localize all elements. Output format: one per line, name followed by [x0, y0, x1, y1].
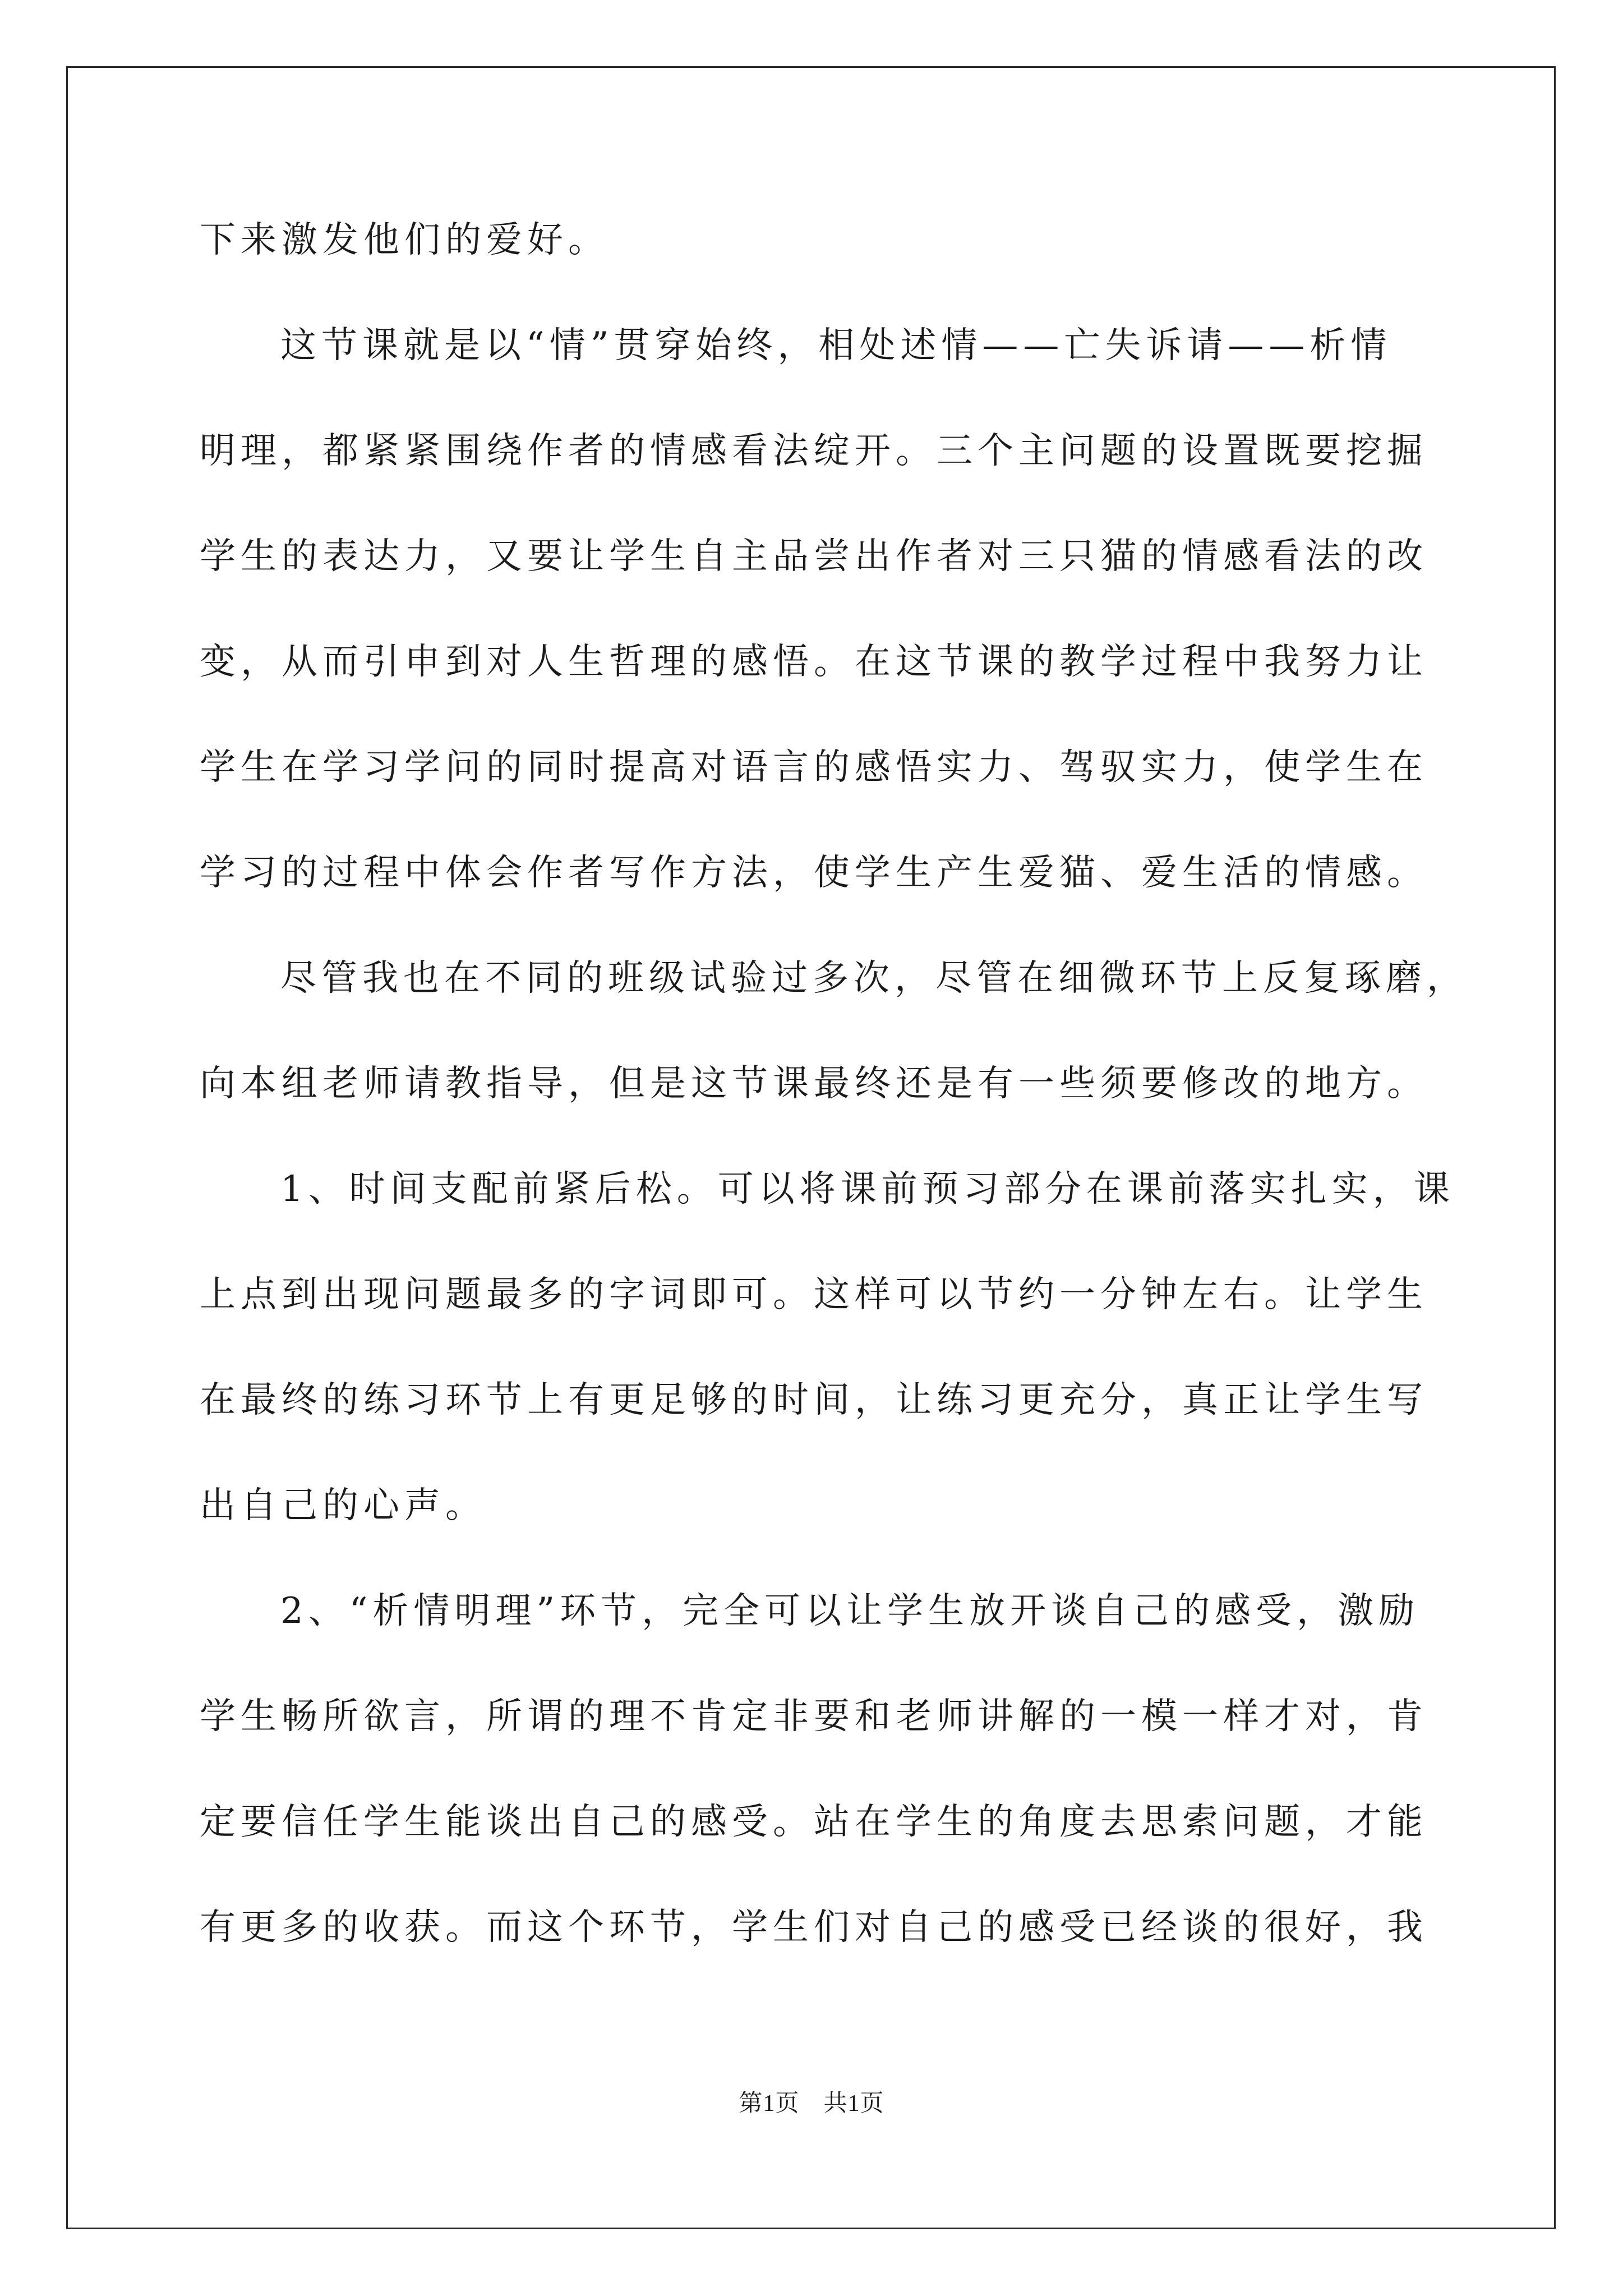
- paragraph-start-line: 尽管我也在不同的班级试验过多次，尽管在细微环节上反复琢磨，: [280, 958, 1468, 999]
- page-number-footer: 第1页 共1页: [739, 2091, 884, 2116]
- paragraph-start-line: 1、时间支配前紧后松。可以将课前预习部分在课前落实扎实，课: [280, 1168, 1455, 1210]
- text-line: 有更多的收获。而这个环节，学生们对自己的感受已经谈的很好，我: [200, 1907, 1428, 1948]
- text-line: 学习的过程中体会作者写作方法，使学生产生爱猫、爱生活的情感。: [200, 852, 1428, 894]
- paragraph-start-line: 这节课就是以“情”贯穿始终，相处述情——亡失诉请——析情: [280, 325, 1392, 366]
- text-line: 出自己的心声。: [200, 1485, 486, 1526]
- text-line: 学生畅所欲言，所谓的理不肯定非要和老师讲解的一模一样才对，肯: [200, 1696, 1428, 1737]
- text-line: 定要信任学生能谈出自己的感受。站在学生的角度去思索问题，才能: [200, 1801, 1428, 1843]
- text-line: 向本组老师请教指导，但是这节课最终还是有一些须要修改的地方。: [200, 1063, 1428, 1105]
- text-line: 变，从而引申到对人生哲理的感悟。在这节课的教学过程中我努力让: [200, 641, 1428, 683]
- paragraph-start-line: 2、“析情明理”环节，完全可以让学生放开谈自己的感受，激励: [280, 1590, 1420, 1632]
- text-line: 学生的表达力，又要让学生自主品尝出作者对三只猫的情感看法的改: [200, 536, 1428, 577]
- text-line: 下来激发他们的爱好。: [200, 219, 609, 261]
- text-line: 学生在学习学问的同时提高对语言的感悟实力、驾驭实力，使学生在: [200, 747, 1428, 788]
- text-line: 明理，都紧紧围绕作者的情感看法绽开。三个主问题的设置既要挖掘: [200, 430, 1428, 472]
- text-line: 在最终的练习环节上有更足够的时间，让练习更充分，真正让学生写: [200, 1379, 1428, 1421]
- text-line: 上点到出现问题最多的字词即可。这样可以节约一分钟左右。让学生: [200, 1274, 1428, 1315]
